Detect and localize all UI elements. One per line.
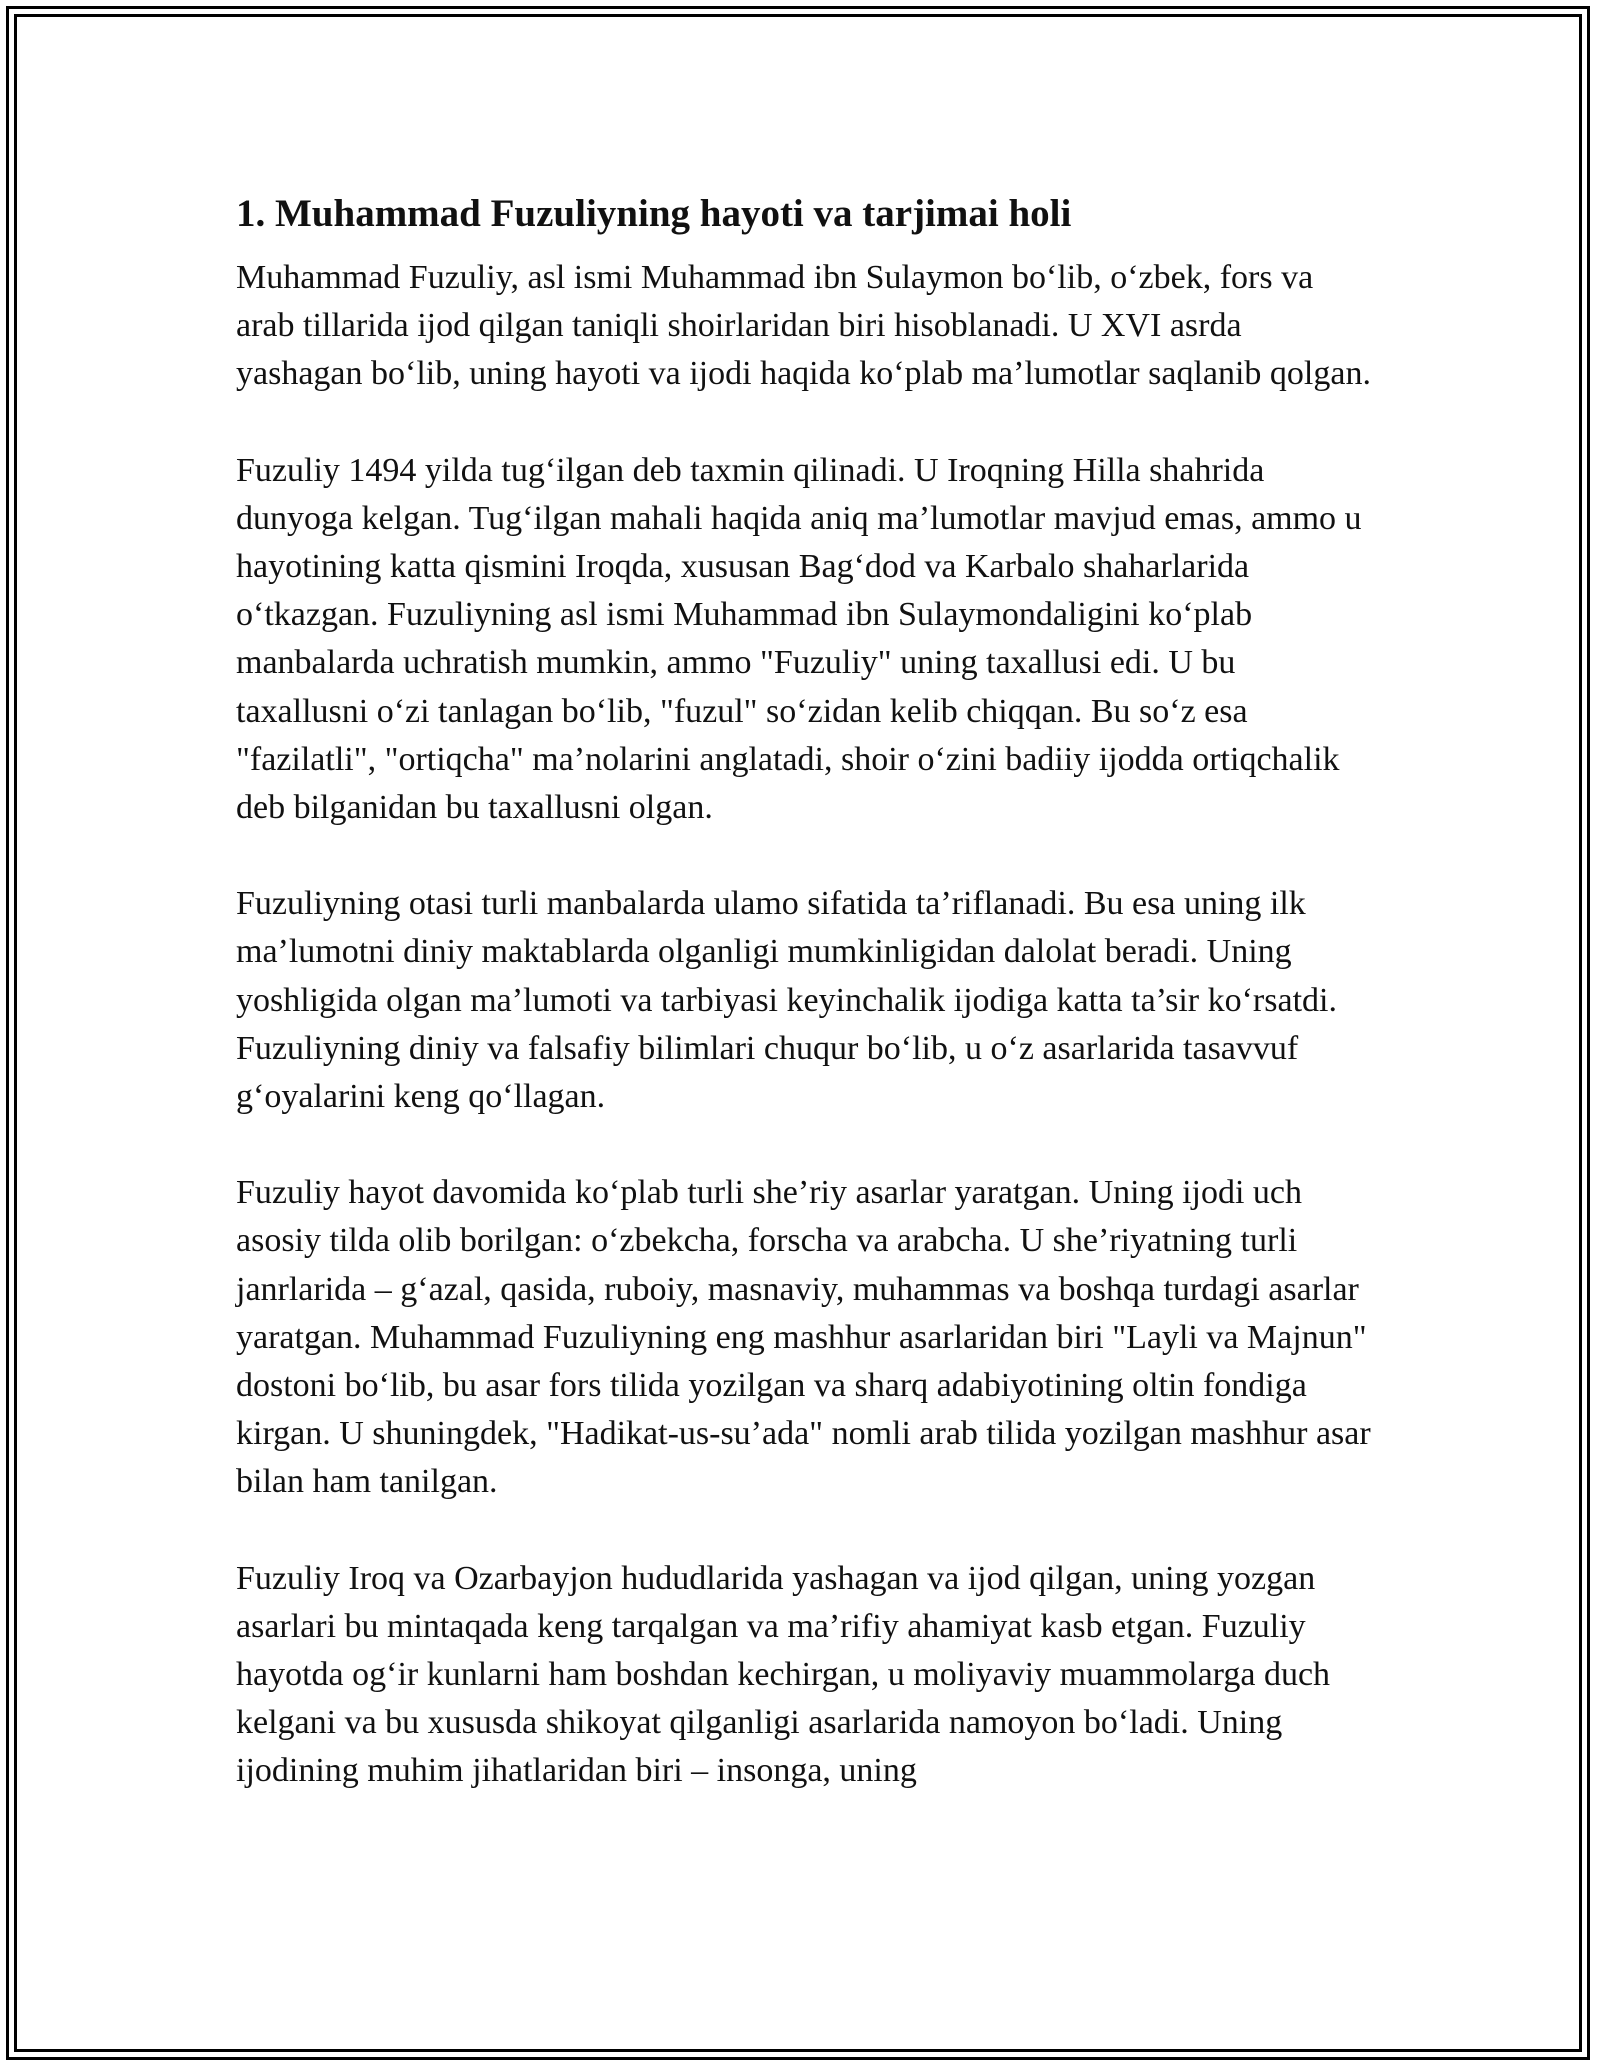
paragraph-works: Fuzuliy hayot davomida ko‘plab turli she’riy asarlar yaratgan. Uning ijodi uch asosiy tilda olib borilgan: o‘zbekcha, forscha va arabcha. U she’riyatning turli janrlarida – g‘azal, qasida, ruboiy, masnaviy, muhammas va boshqa turdagi asarlar yaratgan. Muhammad Fuzuliyning eng mashhur asarlaridan biri "Layli va Majnun" dostoni bo‘lib, bu asar fors tilida yozilgan va sharq adabiyotining oltin fondiga kirgan. U shuningdek, "Hadikat-us-su’ada" nomli arab tilida yozilgan mashhur asar bilan ham tanilgan. (236, 1174, 1371, 1501)
paragraph-birth: Fuzuliy 1494 yilda tug‘ilgan deb taxmin qilinadi. U Iroqning Hilla shahrida dunyoga kelgan. Tug‘ilgan mahali haqida aniq ma’lumotlar mavjud emas, ammo u hayotining katta qismini Iroqda, xususan Bag‘dod va Karbalo shaharlarida o‘tkazgan. Fuzuliyning asl ismi Muhammad ibn Sulaymondaligini ko‘plab manbalarda uchratish mumkin, ammo "Fuzuliy" uning taxallusi edi. U bu taxallusni o‘zi tanlagan bo‘lib, "fuzul" so‘zidan kelib chiqqan. Bu so‘z esa "fazilatli", "ortiqcha" ma’nolarini anglatadi, shoir o‘zini badiiy ijodda ortiqchalik deb bilganidan bu taxallusni olgan. (236, 451, 1362, 827)
paragraph-education: Fuzuliyning otasi turli manbalarda ulamo sifatida ta’riflanadi. Bu esa uning ilk ma’lumotni diniy maktablarda olganligi mumkinligidan dalolat beradi. Uning yoshligida olgan ma’lumoti va tarbiyasi keyinchalik ijodiga katta ta’sir ko‘rsatdi. Fuzuliyning diniy va falsafiy bilimlari chuqur bo‘lib, u o‘z asarlarida tasavvuf g‘oyalarini keng qo‘llagan. (236, 885, 1337, 1116)
document-body (236, 186, 1372, 1844)
section-heading: 1. Muhammad Fuzuliyning hayoti va tarjimai holi (236, 192, 1072, 235)
paragraph-region: Fuzuliy Iroq va Ozarbayjon hududlarida yashagan va ijod qilgan, uning yozgan asarlari bu mintaqada keng tarqalgan va ma’rifiy ahamiyat kasb etgan. Fuzuliy hayotda og‘ir kunlarni ham boshdan kechirgan, u moliyaviy muammolarga duch kelgani va bu xususda shikoyat qilganligi asarlarida namoyon bo‘ladi. Uning ijodining muhim jihatlaridan biri – insonga, uning (236, 1559, 1331, 1790)
paragraph-intro: Muhammad Fuzuliy, asl ismi Muhammad ibn Sulaymon bo‘lib, o‘zbek, fors va arab tillarida ijod qilgan taniqli shoirlaridan biri hisoblanadi. U XVI asrda yashagan bo‘lib, uning hayoti va ijodi haqida ko‘plab ma’lumotlar saqlanib qolgan. (236, 259, 1371, 393)
